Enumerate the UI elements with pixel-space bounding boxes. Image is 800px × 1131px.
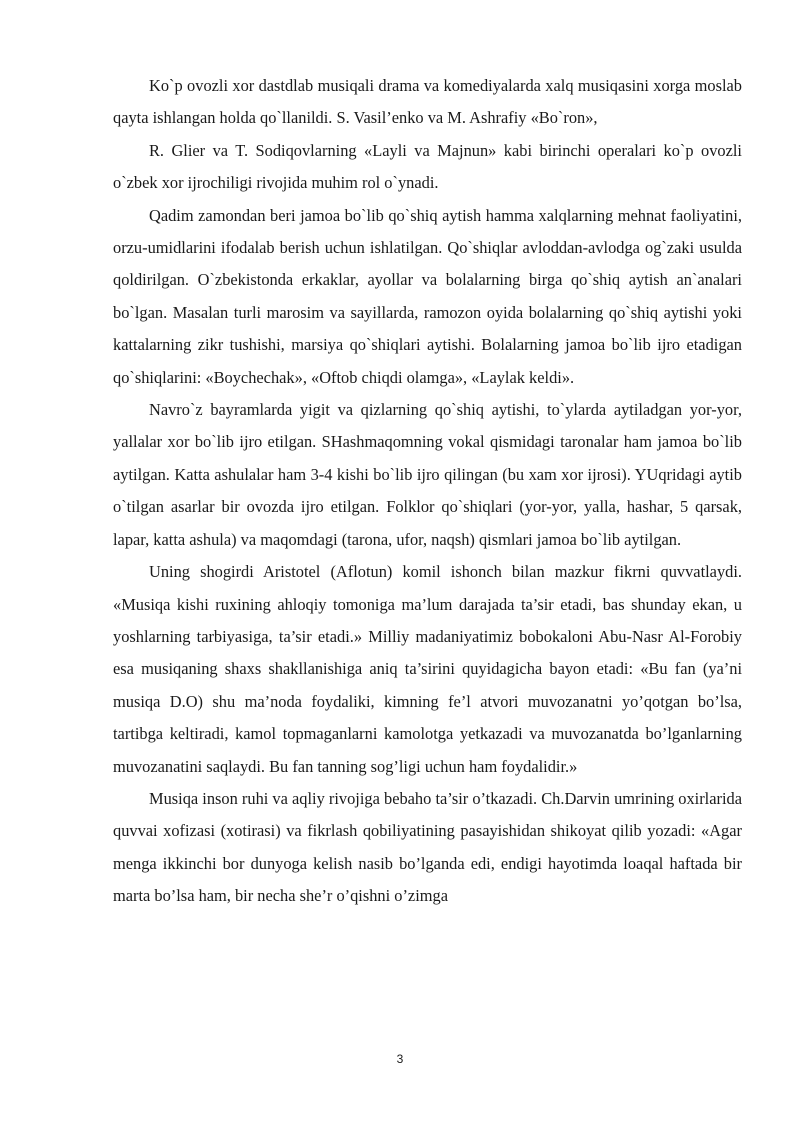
paragraph: Navro`z bayramlarda yigit va qizlarning qo`shiq aytishi, to`ylarda aytiladgan yor-yor, yallalar xor bo`lib ijro etilgan. SHashmaqomning vokal qismidagi taronalar ham jamoa bo`lib aytilgan. Katta ashulalar ham 3-4 kishi bo`lib ijro qilingan (bu xam xor ijrosi). YUqridagi aytib o`tilgan asarlar bir ovozda ijro etilgan. Folklor qo`shiqlari (yor-yor, yalla, hashar, 5 qarsak, lapar, katta ashula) va maqomdagi (tarona, ufor, naqsh) qismlari jamoa bo`lib aytilgan. [113,400,742,549]
paragraph: Qadim zamondan beri jamoa bo`lib qo`shiq aytish hamma xalqlarning mehnat faoliyatini, orzu-umidlarini ifodalab berish uchun ishlatilgan. Qo`shiqlar avloddan-avlodga og`zaki usulda qoldirilgan. O`zbekistonda erkaklar, ayollar va bolalarning birga qo`shiq aytish an`analari bo`lgan. Masalan turli marosim va sayillarda, ramozon oyida bolalarning qo`shiq aytishi yoki kattalarning zikr tushishi, marsiya qo`shiqlari aytishi. Bolalarning jamoa bo`lib ijro etadigan qo`shiqlarini: «Boychechak», «Oftob chiqdi olamga», «Laylak keldi». [113,205,742,387]
page-number: 3 [396,1052,404,1066]
paragraph: Uning shogirdi Aristotel (Aflotun) komil ishonch bilan mazkur fikrni quvvatlaydi. «Musiqa kishi ruxining ahloqiy tomoniga ma’lum darajada ta’sir etadi, bas shunday ekan, u yoshlarning tarbiyasiga, ta’sir etadi.» Milliy madaniyatimiz bobokaloni Abu-Nasr Al-Forobiy esa musiqaning shaxs shakllanishiga aniq ta’sirini quyidagicha bayon etadi: «Bu fan (ya’ni musiqa D.O) shu ma’noda foydaliki, kimning fe’l atvori muvozanatni yo’qotgan bo’lsa, tartibga keltiradi, kamol topmaganlarni kamolotga yetkazadi va muvozanatda bo’lganlarning muvozanatini saqlaydi. Bu fan tanning sog’ligi uchun ham foydalidir.» [113,562,742,776]
paragraph: Ko`p ovozli xor dastdlab musiqali drama va komediyalarda xalq musiqasini xorga moslab qayta ishlangan holda qo`llanildi. S. Vasil’enko va M. Ashrafiy «Bo`ron», [113,76,742,128]
paragraph: Musiqa inson ruhi va aqliy rivojiga bebaho ta’sir o’tkazadi. Ch.Darvin umrining oxirlarida quvvai xofizasi (xotirasi) va fikrlash qobiliyatining pasayishidan shikoyat qilib yozadi: «Agar menga ikkinchi bor dunyoga kelish nasib bo’lganda edi, endigi hayotimda loaqal haftada bir marta bo’lsa ham, bir necha she’r o’qishni o’zimga [113,788,742,906]
paragraph: R. Glier va T. Sodiqovlarning «Layli va Majnun» kabi birinchi operalari ko`p ovozli o`zbek xor ijrochiligi rivojida muhim rol o`ynadi. [113,140,742,193]
body-text [113,70,742,913]
